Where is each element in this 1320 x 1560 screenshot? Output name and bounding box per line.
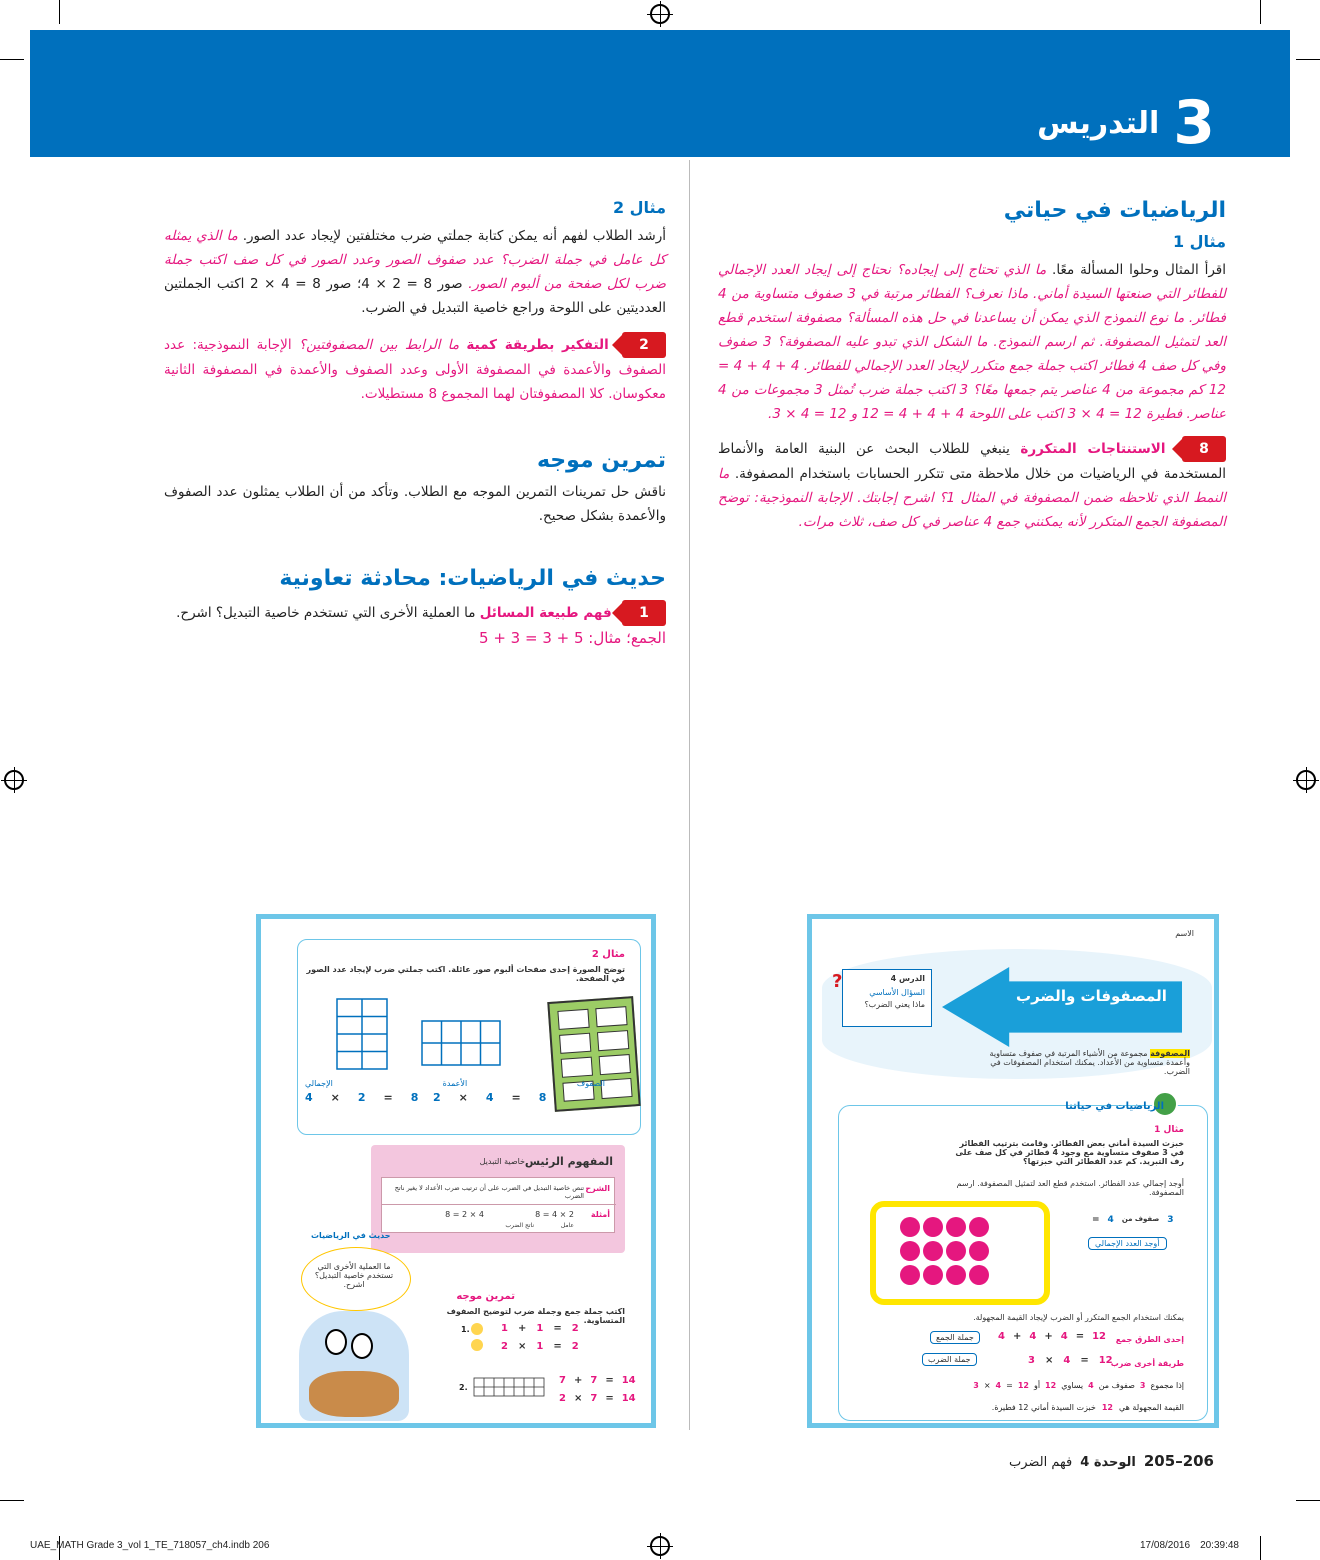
- eq-term: 2: [571, 1323, 579, 1334]
- eq-term: 12: [1101, 1403, 1113, 1412]
- pancake-icon: [969, 1241, 989, 1261]
- eq-term: ×: [330, 1091, 340, 1104]
- album-photos-icon: [549, 998, 642, 1114]
- pancake-icon: [923, 1217, 943, 1237]
- row-label: أمثلة: [590, 1210, 610, 1219]
- student-page-thumbnail-left: [256, 914, 656, 1428]
- guided-practice-heading: تمرين موجه: [536, 448, 666, 473]
- text-span: صور 8 = 2 × 4؛ صور 8 = 4 × 2 اكتب الجملتين العدديتين على اللوحة وراجع خاصية التبديل في الضرب.: [164, 276, 666, 316]
- summary-line: [973, 1381, 1184, 1390]
- factor-label: عامل: [560, 1222, 574, 1229]
- array-grid-4x2: [327, 989, 389, 1071]
- way-1-equation: [998, 1331, 1106, 1342]
- way-label: طريقة أخرى: [1134, 1359, 1184, 1368]
- vocab-word: المصفوفة: [1150, 1049, 1190, 1058]
- math-talk-answer: الجمع؛ مثال: 5 + 3 = 3 + 5: [479, 629, 666, 647]
- print-date: 17/08/2016: [1140, 1540, 1191, 1551]
- thumb-example-title: مثال 2: [591, 949, 625, 960]
- lesson-title: المصفوفات والضرب: [1016, 987, 1167, 1005]
- eq-term: 4: [1029, 1331, 1037, 1342]
- question-mark-icon: ?: [832, 971, 843, 992]
- label-cols: الأعمدة: [442, 1079, 468, 1088]
- pancake-icon: [900, 1265, 920, 1285]
- q1-addition: [501, 1323, 579, 1334]
- q1-multiplication: [501, 1341, 579, 1352]
- eq-term: 8: [410, 1091, 419, 1104]
- essential-question: ماذا يعني الضرب؟: [864, 1000, 925, 1009]
- math-talk-heading: حديث في الرياضيات: محادثة تعاونية: [279, 566, 666, 591]
- eq-term: 2: [433, 1091, 441, 1104]
- note-text: ينبغي للطلاب البحث عن البنية العامة والأنماط المستخدمة في الرياضيات من خلال ملاحظة متى تتكرر الحسابات باستخدام المصفوفة.: [718, 441, 1226, 482]
- eq-term: 4: [995, 1381, 1002, 1390]
- eq-term: 1: [536, 1341, 544, 1352]
- sandwich-icon: [309, 1371, 399, 1417]
- eq-term: 7: [590, 1375, 598, 1386]
- eq-term: 3: [973, 1381, 979, 1390]
- eq-term: 12: [1045, 1381, 1057, 1390]
- section-title: التدريس: [1037, 105, 1160, 141]
- way-1-label: [1116, 1335, 1184, 1344]
- pancake-icon: [946, 1217, 966, 1237]
- eq-term: 1: [536, 1323, 544, 1334]
- eq-term: =: [605, 1393, 614, 1404]
- note-text: ما العملية الأخرى التي تستخدم خاصية التبديل؟ اشرح.: [176, 605, 476, 621]
- line-text: خبزت السيدة أماني 12 فطيرة.: [991, 1403, 1096, 1412]
- eq-term: 14: [621, 1375, 636, 1386]
- thumb-example-text-2: أوجد إجمالي عدد الفطائر. استخدم قطع العد لتمثيل المصفوفة. ارسم المصفوفة.: [956, 1179, 1184, 1197]
- eq-term: =: [511, 1091, 521, 1104]
- eq-term: 2: [357, 1091, 366, 1104]
- pancake-array-frame: [870, 1201, 1050, 1305]
- name-label: الاسم: [1175, 929, 1194, 938]
- lesson-number: الدرس 4: [890, 974, 925, 983]
- page-numbers: 206–205: [1143, 1452, 1214, 1470]
- eq-term: 14: [621, 1393, 636, 1404]
- eq-term: +: [517, 1323, 527, 1334]
- registration-mark-icon: [4, 770, 24, 790]
- concept-example: 2 × 4 = 8: [535, 1210, 574, 1219]
- example-1-title: مثال 1: [1172, 232, 1226, 251]
- registration-mark-icon: [650, 1536, 670, 1556]
- note-question: ما النمط الذي تلاحظه ضمن المصفوفة في المثال 1؟ اشرح إجابتك. الإجابة النموذجية: توضح المصفوفة الجمع المتكرر لأنه يمكنني جمع 4 عناصر في كل صف، ثلاث مرات.: [718, 466, 1226, 530]
- key-concept-title: المفهوم الرئيس: [524, 1155, 613, 1168]
- eq-term: ×: [1044, 1355, 1054, 1366]
- eq-term: 3: [1167, 1215, 1174, 1225]
- eq-term: 12: [1017, 1381, 1029, 1390]
- rows-equation: [1092, 1215, 1173, 1225]
- column-divider: [689, 160, 690, 1430]
- question-span: ما الذي تحتاج إلى إيجاده؟ نحتاج إلى إيجاد العدد الإجمالي للفطائر التي صنعتها السيدة أماني.: [718, 262, 1227, 302]
- line-text: =: [1006, 1381, 1013, 1390]
- practice-badge: 1: [622, 600, 666, 626]
- chapter-banner: [30, 30, 1290, 157]
- print-file-name: UAE_MATH Grade 3_vol 1_TE_718057_ch4.indb 206: [30, 1540, 270, 1551]
- line-text: يساوي: [1061, 1381, 1084, 1390]
- example-2-text: [164, 224, 666, 320]
- eq-term: 4: [1063, 1355, 1071, 1366]
- mascot-eye-icon: [325, 1329, 347, 1355]
- counter-icon: [471, 1339, 483, 1351]
- row-label: الشرح: [585, 1184, 610, 1193]
- total-tag: أوجد العدد الإجمالي: [1088, 1237, 1167, 1250]
- line-text: ×: [983, 1381, 991, 1390]
- eq-term: 3: [1139, 1381, 1146, 1390]
- eq-term: =: [1080, 1355, 1089, 1366]
- eq-term: 2: [501, 1341, 508, 1352]
- heading-math-in-life: الرياضيات في حياتي: [1003, 198, 1226, 223]
- question-span: ما الذي يمثله كل عامل في جملة الضرب؟ عدد صفوف الصور وعدد الصور في كل صف اكتب جملة ضرب لكل صفحة من ألبوم الصور.: [164, 228, 667, 292]
- line-text: أو: [1033, 1381, 1041, 1390]
- thumb-eq-labels: [305, 1079, 605, 1088]
- pancake-icon: [969, 1217, 989, 1237]
- note-title: الاستنتاجات المتكررة: [1020, 441, 1166, 457]
- eq-term: 12: [1092, 1331, 1106, 1342]
- speech-bubble: [301, 1247, 411, 1311]
- question-2-label: 2.: [459, 1383, 468, 1392]
- question-span: كم مجموعة من 4 عناصر يتم جمعها معًا؟ 3 اكتب جملة ضرب تُمثل 3 مجموعات من 4 عناصر. فطيرة 12 = 4 × 3 اكتب على اللوحة 4 + 4 + 4 = 12 و 12 = 4 × 3.: [718, 382, 1226, 422]
- eq-term: =: [553, 1341, 562, 1352]
- bubble-title: حديث في الرياضيات: [311, 1231, 391, 1240]
- eq-term: =: [1092, 1215, 1100, 1225]
- eq-term: ×: [517, 1341, 527, 1352]
- eq-term: +: [1044, 1331, 1053, 1342]
- unit-number: الوحدة 4: [1080, 1455, 1136, 1470]
- note-title: فهم طبيعة المسائل: [479, 605, 612, 621]
- eq-term: 1: [501, 1323, 508, 1334]
- final-line: [992, 1403, 1184, 1412]
- lesson-label-box: [842, 969, 932, 1027]
- eq-term: 4: [998, 1331, 1005, 1342]
- label-rows: الصفوف: [576, 1079, 605, 1088]
- eq-term: ×: [458, 1091, 468, 1104]
- eq-term: 4: [1107, 1215, 1114, 1225]
- line-text: إذا مجموع: [1150, 1381, 1184, 1390]
- label-total: الإجمالي: [305, 1079, 333, 1088]
- thumb-example-text: خبزت السيدة أماني بعض الفطائر. وقامت بترتيب الفطائر في 3 صفوف متساوية مع وجود 4 فطائر في كل صف على رف التبريد. كم عدد الفطائر التي خبزتها؟: [955, 1139, 1184, 1166]
- quantitative-note: [164, 332, 666, 406]
- practice-note: [718, 436, 1226, 534]
- pancake-icon: [900, 1241, 920, 1261]
- concept-text: تنص خاصية التبديل في الضرب على أن ترتيب ضرب الأعداد لا يغير ناتج الضرب: [394, 1184, 584, 1200]
- eq-term: 7: [559, 1375, 566, 1386]
- way-type: ضرب: [1110, 1359, 1132, 1368]
- counter-icon: [471, 1323, 483, 1335]
- eq-term: 4: [1088, 1381, 1094, 1390]
- eq-term: 8: [538, 1091, 547, 1104]
- key-concept-subtitle: خاصية التبديل: [479, 1157, 525, 1166]
- pancake-icon: [946, 1265, 966, 1285]
- eq-term: صفوف من: [1121, 1215, 1160, 1223]
- way-type: جمع: [1115, 1335, 1133, 1344]
- thumb-guided-instr: اكتب جملة جمع وجملة ضرب لتوضيح الصفوف المتساوية.: [446, 1307, 625, 1325]
- note-question: ما الرابط بين المصفوفتين؟: [298, 337, 460, 353]
- line-text: صفوف من: [1098, 1381, 1135, 1390]
- question-span: ماذا نعرف؟ الفطائر مرتبة في 3 صفوف متساوية من 4 فطائر. ما نوع النموذج الذي يمكن أن يساعدنا في حل هذه المسألة؟ مصفوفة استخدم قطع العد لتمثيل المصفوفة. ثم ارسم النموذج. ما الشكل الذي تبدو عليه المصفوفة؟ 3 صفوف وفي كل صف 4 فطائر: [718, 286, 1226, 374]
- eq-term: =: [1075, 1331, 1085, 1342]
- page-footer: [1009, 1452, 1214, 1470]
- key-concept-box: [371, 1145, 625, 1253]
- eq-term: +: [573, 1375, 583, 1386]
- pancake-icon: [923, 1241, 943, 1261]
- eq-term: 7: [590, 1393, 598, 1404]
- pancake-icon: [900, 1217, 920, 1237]
- math-talk-note: [164, 600, 666, 626]
- way-label: إحدى الطرق: [1135, 1335, 1184, 1344]
- eq-term: 2: [571, 1341, 579, 1352]
- registration-mark-icon: [650, 4, 670, 24]
- eq-term: 4: [305, 1091, 313, 1104]
- eq-term: 4: [1060, 1331, 1068, 1342]
- bubble-text: ما العملية الأخرى التي تستخدم خاصية التبديل؟ اشرح.: [314, 1262, 394, 1289]
- q2-multiplication: [559, 1393, 636, 1404]
- method-text: يمكنك استخدام الجمع المتكرر أو الضرب لإيجاد القيمة المجهولة.: [973, 1313, 1184, 1322]
- array-2x7-icon: [473, 1377, 545, 1397]
- section-number: 3: [1173, 88, 1215, 158]
- example-2-title: مثال 2: [612, 198, 666, 217]
- eq-term: 4: [485, 1091, 494, 1104]
- right-column: [718, 196, 1226, 534]
- thumb-guided-title: تمرين موجه: [456, 1291, 515, 1302]
- line-text: القيمة المجهولة هي: [1118, 1403, 1184, 1412]
- q2-addition: [559, 1375, 636, 1386]
- pancake-icon: [923, 1265, 943, 1285]
- addition-sentence-tag: جملة الجمع: [930, 1331, 980, 1344]
- table-divider: [382, 1204, 616, 1205]
- array-grid-2x4: [421, 1007, 503, 1067]
- print-timestamp: [1140, 1540, 1239, 1551]
- eq-term: 3: [1028, 1355, 1035, 1366]
- mascot-eye-icon: [351, 1333, 373, 1359]
- eq-term: =: [605, 1375, 614, 1386]
- way-2-equation: [1028, 1355, 1113, 1366]
- thumb-equation-2: [433, 1091, 546, 1104]
- multiplication-sentence-tag: جملة الضرب: [922, 1353, 977, 1366]
- practice-badge: 8: [1182, 436, 1226, 462]
- key-concept-table: [381, 1177, 615, 1233]
- photo-album-image: [547, 996, 640, 1112]
- practice-badge: 2: [622, 332, 666, 358]
- pancake-icon: [946, 1241, 966, 1261]
- question-1-label: 1.: [461, 1325, 470, 1334]
- vocab-definition: [970, 1049, 1190, 1076]
- registration-mark-icon: [1296, 770, 1316, 790]
- way-2-label: [1111, 1359, 1184, 1368]
- eq-term: =: [383, 1091, 393, 1104]
- eq-term: 12: [1098, 1355, 1113, 1366]
- question-span: اكتب جملة جمع متكرر لإيجاد العدد الإجمالي للفطائر. 4 + 4 + 4 = 12: [718, 358, 1226, 398]
- eq-term: 2: [559, 1393, 566, 1404]
- thumb-instructions: توضح الصورة إحدى صفحات ألبوم صور عائلة. اكتب جملتي ضرب لإيجاد عدد الصور في الصفحة.: [306, 965, 625, 983]
- pancake-icon: [969, 1265, 989, 1285]
- eq-term: +: [1012, 1331, 1022, 1342]
- text-span: اقرأ المثال وحلوا المسألة معًا.: [1052, 262, 1226, 278]
- eq-term: =: [553, 1323, 562, 1334]
- thumb-example-title: مثال 1: [1154, 1125, 1184, 1135]
- unit-title: فهم الضرب: [1009, 1455, 1073, 1470]
- essential-label: السؤال الأساسي: [869, 988, 925, 997]
- note-title: التفكير بطريقة كمية: [466, 337, 609, 353]
- concept-example: 4 × 2 = 8: [445, 1210, 484, 1219]
- student-page-thumbnail-right: [807, 914, 1219, 1428]
- print-time: 20:39:48: [1200, 1540, 1239, 1551]
- vocab-text: مجموعة من الأشياء المرتبة في صفوف متساوية وأعمدة متساوية من الأعداد. يمكنك استخدام المصفوفات في الضرب.: [989, 1049, 1190, 1076]
- guided-practice-text: ناقش حل تمرينات التمرين الموجه مع الطلاب. وتأكد من أن الطلاب يمثلون عدد الصفوف والأعمدة بشكل صحيح.: [164, 484, 666, 524]
- eq-term: ×: [573, 1393, 583, 1404]
- thumb-section-title: الرياضيات في حياتنا: [1065, 1101, 1164, 1112]
- thumb-equation-1: [305, 1091, 418, 1104]
- note-answer: الإجابة النموذجية: عدد الصفوف والأعمدة في المصفوفة الأولى وعدد الصفوف والأعمدة في المصفوفة الثانية معكوسان. كلا المصفوفتان لهما المجموع 8 مستطيلات.: [164, 337, 666, 402]
- text-span: أرشد الطلاب لفهم أنه يمكن كتابة جملتي ضرب مختلفتين لإيجاد عدد الصور.: [242, 228, 666, 244]
- product-label: ناتج الضرب: [505, 1222, 534, 1229]
- left-column: [164, 196, 666, 650]
- example-1-text: [718, 258, 1226, 426]
- mascot-character: [299, 1311, 409, 1421]
